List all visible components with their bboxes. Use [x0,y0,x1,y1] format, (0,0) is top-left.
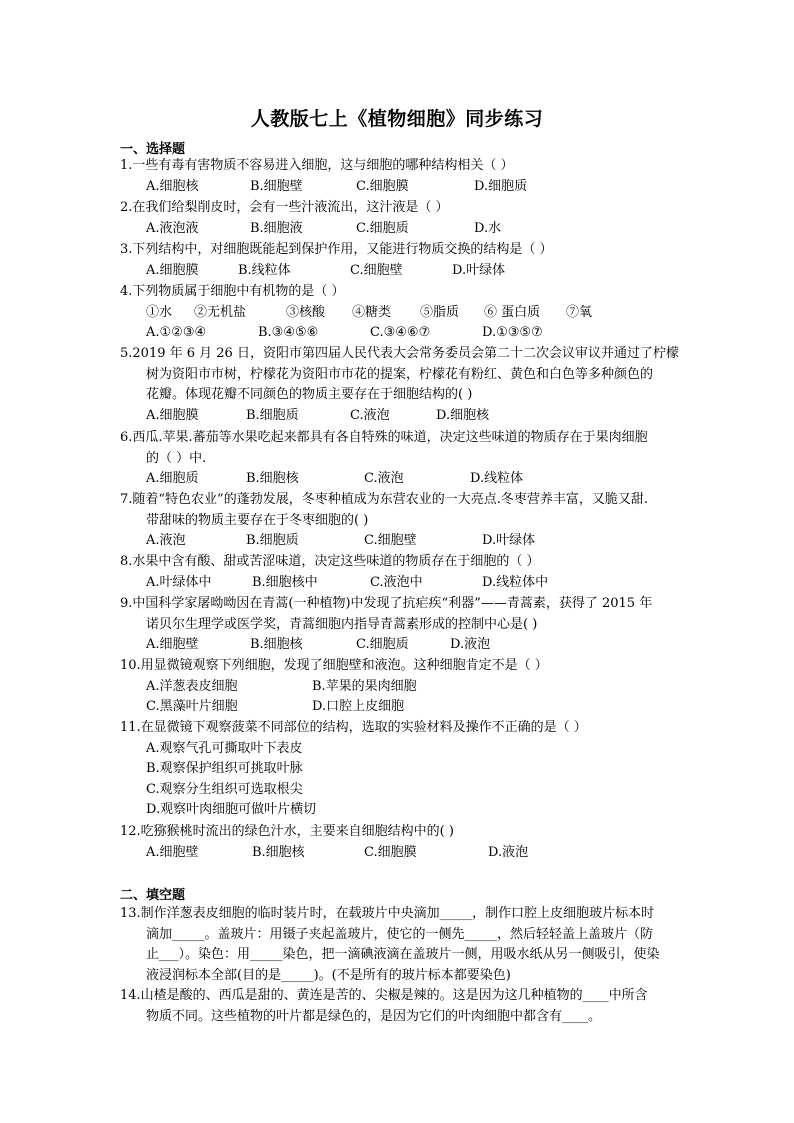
option-c: C.细胞质 [356,220,409,236]
item-3: ③核酸 [286,304,326,320]
option-d: D.水 [474,220,502,236]
page-title: 人教版七上《植物细胞》同步练习 [250,108,544,130]
question-stem: 的（ ）中. [146,450,207,466]
option-c: C.细胞膜 [364,844,417,860]
option-b: B.细胞核中 [252,574,318,590]
options-row [146,759,700,780]
option-b: B.③④⑤⑥ [258,325,319,340]
question-line: 物质不同。这些植物的叶片都是绿色的，是因为它们的叶肉细胞中都含有____。 [146,1008,602,1024]
option-a: A.细胞壁 [146,844,199,860]
section-heading-choice: 一、选择题 [120,142,186,157]
option-c: C.细胞壁 [350,262,403,278]
question-6 [120,428,700,490]
question-stem: 6.西瓜.苹果.蕃茄等水果吃起来都具有各自特殊的味道，决定这些味道的物质存在于果肉细胞 [120,430,648,445]
option-a: A.观察气孔可撕取叶下表皮 [146,740,303,756]
question-10 [120,656,700,718]
option-c: C.液泡 [350,407,390,423]
option-d: D.观察叶肉细胞可做叶片横切 [146,802,317,817]
item-2: ②无机盐 [194,304,247,320]
question-3 [120,240,700,281]
question-stem: 9.中国科学家屠呦呦因在青蒿(一种植物)中发现了抗疟疾“利器”——青蒿素，获得了 2015 年 [120,596,653,611]
question-7 [120,490,700,552]
option-a: A.液泡液 [146,220,199,236]
options-row [146,739,700,760]
option-b: B.细胞质 [246,533,299,548]
option-b: B.苹果的果肉细胞 [312,678,417,694]
question-stem: 10.用显微镜观察下列细胞，发现了细胞壁和液泡。这种细胞肯定不是（ ） [120,658,548,673]
question-stem: 11.在显微镜下观察菠菜不同部位的结构，选取的实验材料及操作不正确的是（ ） [120,720,587,735]
option-c: C.黑藻叶片细胞 [146,699,238,714]
question-stem: 诺贝尔生理学或医学奖，青蒿细胞内指导青蒿素形成的控制中心是( ) [146,616,538,632]
option-b: B.观察保护组织可挑取叶脉 [146,761,303,776]
question-stem: 2.在我们给梨削皮时，会有一些汁液流出，这汁液是（ ） [120,200,449,215]
options-row [146,261,700,282]
question-9 [120,594,700,656]
item-6: ⑥ 蛋白质 [484,304,541,320]
options-row [146,406,700,427]
options-row [146,573,700,594]
item-5: ⑤脂质 [420,304,460,320]
question-8 [120,552,700,593]
question-4 [120,282,700,344]
question-stem: 3.下列结构中，对细胞既能起到保护作用，又能进行物质交换的结构是（ ） [120,242,553,257]
option-d: D.线粒体中 [482,574,549,590]
option-a: A.细胞质 [146,471,199,486]
options-row [146,843,700,864]
option-a: A.洋葱表皮细胞 [146,678,238,694]
option-c: C.观察分生组织可选取根尖 [146,781,303,797]
question-5 [120,344,700,426]
option-a: A.细胞核 [146,178,199,194]
question-stem: 4.下列物质属于细胞中有机物的是（ ） [120,284,345,299]
option-d: D.液泡 [450,637,491,652]
option-a: A.①②③④ [146,325,207,340]
question-line: 滴加_____。盖玻片：用镊子夹起盖玻片，使它的一侧先_____，然后轻轻盖上盖玻片（防 [146,926,654,942]
option-d: D.①③⑤⑦ [482,325,543,340]
options-row [146,677,700,698]
option-b: B.细胞核 [246,471,299,486]
option-a: A.细胞壁 [146,637,199,652]
question-13 [120,904,700,986]
option-c: C.细胞质 [356,637,409,652]
item-7: ⑦氧 [566,304,593,320]
question-1 [120,156,700,197]
item-4: ④糖类 [352,304,392,320]
question-stem: 7.随着“特色农业”的蓬勃发展，冬枣种植成为东营农业的一大亮点.冬枣营养丰富，又脆又甜. [120,492,648,507]
question-stem: 8.水果中含有酸、甜或苦涩味道，决定这些味道的物质存在于细胞的（ ） [120,554,540,569]
question-14 [120,986,700,1027]
option-b: B.细胞核 [252,844,305,860]
option-a: A.液泡 [146,533,186,548]
option-d: D.液泡 [488,844,529,860]
option-c: C.③④⑥⑦ [370,325,431,340]
items-row [146,303,700,324]
option-b: B.细胞壁 [250,178,303,194]
option-d: D.叶绿体 [452,262,506,278]
option-d: D.叶绿体 [482,533,536,548]
question-stem: 1.一些有毒有害物质不容易进入细胞，这与细胞的哪种结构相关（ ） [120,158,514,173]
option-c: C.液泡 [364,471,404,486]
option-d: D.细胞核 [436,407,490,423]
option-d: D.口腔上皮细胞 [312,699,405,714]
question-line: 13.制作洋葱表皮细胞的临时装片时，在载玻片中央滴加_____，制作口腔上皮细胞玻片标本时 [120,906,655,921]
options-row [146,531,700,552]
options-row [146,697,700,718]
options-row [146,780,700,801]
option-b: B.线粒体 [238,262,291,278]
option-c: C.细胞膜 [356,178,409,194]
question-line: 止___）。染色：用_____染色，把一滴碘液滴在盖玻片一侧，用吸水纸从另一侧吸引，使染 [146,947,660,962]
option-b: B.细胞质 [246,407,299,423]
question-stem: 带甜味的物质主要存在于冬枣细胞的( ) [146,512,369,528]
option-a: A.叶绿体中 [146,574,212,590]
question-11 [120,718,700,821]
option-c: C.液泡中 [370,574,423,590]
option-a: A.细胞膜 [146,262,199,278]
options-row [146,177,700,198]
question-stem: 花瓣。体现花瓣不同颜色的物质主要存在于细胞结构的( ) [146,387,473,402]
options-row [146,323,700,344]
option-a: A.细胞膜 [146,407,199,423]
question-stem: 5.2019 年 6 月 26 日，资阳市第四届人民代表大会常务委员会第二十二次会议审议并通过了柠檬 [120,346,679,361]
question-stem: 12.吃猕猴桃时流出的绿色汁水，主要来自细胞结构中的( ) [120,824,454,839]
option-d: D.线粒体 [470,471,524,486]
options-row [146,469,700,490]
option-c: C.细胞壁 [364,533,417,548]
option-b: B.细胞核 [250,637,303,652]
option-b: B.细胞液 [250,220,303,236]
options-row [146,635,700,656]
question-line: 液浸润标本全部(目的是_____)。(不是所有的玻片标本都要染色) [146,967,511,983]
question-line: 14.山楂是酸的、西瓜是甜的、黄连是苦的、尖椒是辣的。这是因为这几种植物的____中所含 [120,988,648,1003]
question-stem: 树为资阳市市树，柠檬花为资阳市市花的提案，柠檬花有粉红、黄色和白色等多种颜色的 [146,366,654,382]
options-row [146,800,700,821]
question-2 [120,198,700,239]
option-d: D.细胞质 [474,178,528,194]
item-1: ①水 [146,304,173,320]
section-heading-fill: 二、填空题 [120,888,186,903]
question-12 [120,822,700,863]
options-row [146,219,700,240]
